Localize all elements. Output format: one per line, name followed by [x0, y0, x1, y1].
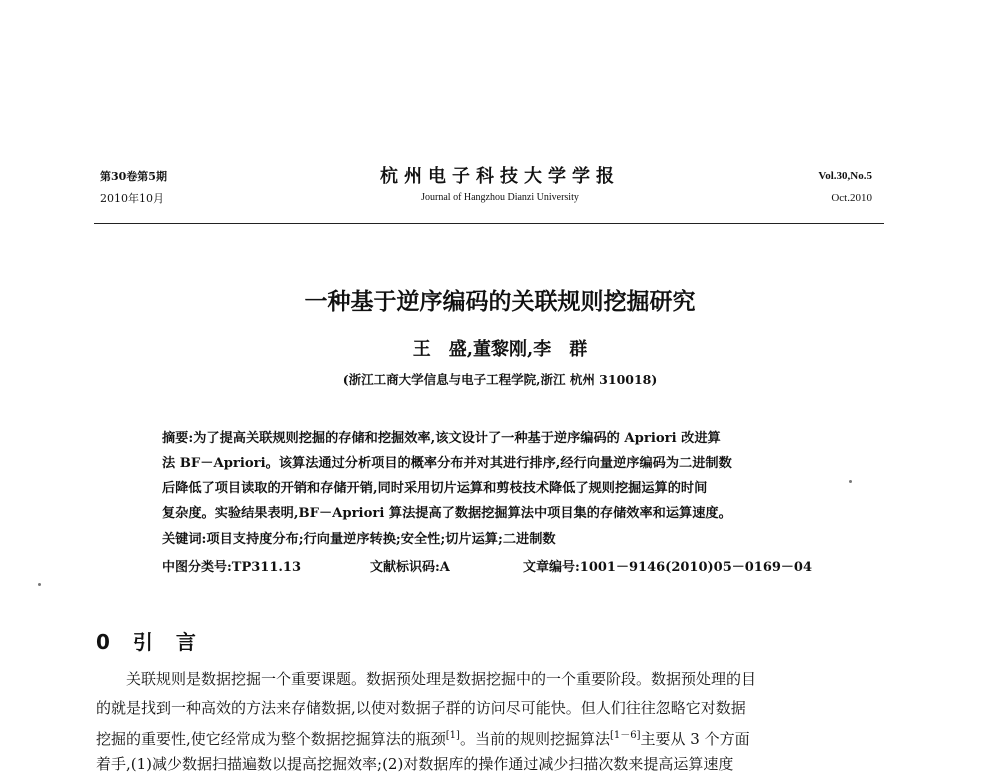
abstract-line: 法 BF－Apriori。该算法通过分析项目的概率分布并对其进行排序,经行向量逆序编码为二进制数 [162, 456, 732, 471]
abstract-line: 摘要:为了提高关联规则挖掘的存储和挖掘效率,该文设计了一种基于逆序编码的 Apriori 改进算 [162, 431, 721, 446]
journal-title-en: Journal of Hangzhou Dianzi University [421, 192, 579, 203]
abstract-line: 后降低了项目读取的开销和存储开销,同时采用切片运算和剪枝技术降低了规则挖掘运算的时间 [162, 481, 708, 496]
date-cn: 2010年10月 [100, 192, 164, 205]
body-line: 关联规则是数据挖掘一个重要课题。数据预处理是数据挖掘中的一个重要阶段。数据预处理的目 [126, 670, 757, 688]
volume-issue-cn: 第30卷第5期 [100, 170, 167, 183]
journal-title-cn: 杭州电子科技大学学报 [380, 166, 620, 187]
body-line: 着手,(1)减少数据扫描遍数以提高挖掘效率;(2)对数据库的操作通过减少扫描次数来提高运算速度 [96, 755, 734, 773]
body-line: 的就是找到一种高效的方法来存储数据,以使对数据子群的访问尽可能快。但人们往往忽略它对数据 [96, 699, 746, 717]
citation-ref: [1－6] [609, 730, 641, 741]
header-rule [94, 223, 884, 224]
body-text: 主要从 3 个方面 [640, 730, 750, 748]
citation-ref: [1] [445, 730, 460, 741]
abstract-line: 复杂度。实验结果表明,BF－Apriori 算法提高了数据挖掘算法中项目集的存储效率和运算速度。 [162, 506, 732, 521]
scan-speck [38, 583, 41, 586]
body-text: 。当前的规则挖掘算法 [459, 730, 610, 748]
body-text: 挖掘的重要性,使它经常成为整个数据挖掘算法的瓶颈 [96, 730, 446, 748]
article-number: 文章编号:1001－9146(2010)05－0169－04 [523, 560, 813, 575]
keywords: 关键词:项目支持度分布;行向量逆序转换;安全性;切片运算;二进制数 [162, 532, 556, 547]
paper-affiliation: (浙江工商大学信息与电子工程学院,浙江 杭州 310018) [342, 372, 658, 387]
date-en: Oct.2010 [831, 192, 872, 204]
document-code: 文献标识码:A [370, 560, 450, 575]
classification-number: 中图分类号:TP311.13 [162, 560, 302, 575]
paper-title: 一种基于逆序编码的关联规则挖掘研究 [304, 289, 696, 315]
section-heading: 0 引 言 [96, 630, 204, 654]
scan-speck [849, 480, 852, 483]
body-line [96, 726, 750, 749]
volume-issue-en: Vol.30,No.5 [818, 170, 872, 182]
paper-authors: 王 盛,董黎刚,李 群 [412, 339, 588, 360]
